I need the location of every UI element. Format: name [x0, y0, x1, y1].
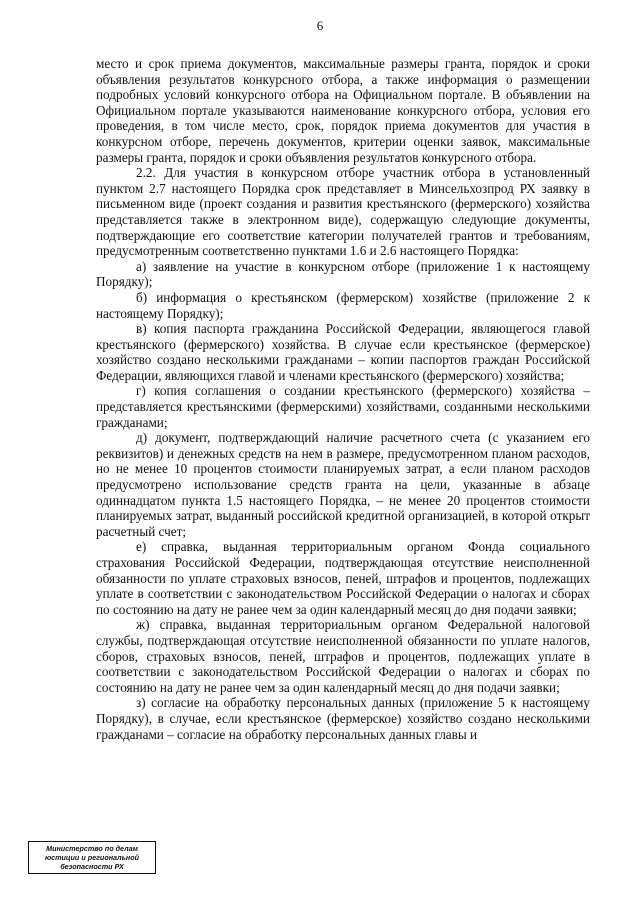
list-item-v: в) копия паспорта гражданина Российской Федерации, являющегося главой крестьянского (фермерского) хозяйства. В случае если крестьянское (фермерское) хозяйство создано несколькими гражданами – копии паспортов граждан Российской Федерации, являющихся главой и членами крестьянского (фермерского) хозяйства; — [96, 321, 590, 383]
paragraph-2-2: 2.2. Для участия в конкурсном отборе участник отбора в установленный пунктом 2.7 настоящего Порядка срок представляет в Минсельхозпрод РХ заявку в письменном виде (проект создания и развития крестьянского (фермерского) хозяйства представляется также в электронном виде), содержащую следующие документы, подтверждающие его соответствие категории получателей грантов и требованиям, предусмотренным соответственно пунктами 1.6 и 2.6 настоящего Порядка: — [96, 165, 590, 259]
stamp-line-3: безопасности РХ — [60, 862, 124, 871]
stamp-line-2: юстиции и региональной — [45, 853, 139, 862]
body-text — [96, 56, 590, 742]
list-item-z: з) согласие на обработку персональных данных (приложение 5 к настоящему Порядку), в случае, если крестьянское (фермерское) хозяйство создано несколькими гражданами – согласие на обработку персональных данных главы и — [96, 695, 590, 742]
list-item-e: е) справка, выданная территориальным органом Фонда социального страхования Российской Федерации, подтверждающая отсутствие неисполненной обязанности по уплате страховых взносов, пеней, штрафов и процентов, подлежащих уплате в соответствии с законодательством Российской Федерации о налогах и сборах по состоянию на дату не ранее чем за один календарный месяц до дня подачи заявки; — [96, 539, 590, 617]
paragraph-announcement: место и срок приема документов, максимальные размеры гранта, порядок и сроки объявления результатов конкурсного отбора, а также информация о размещении подробных условий конкурсного отбора на Официальном портале. В объявлении на Официальном портале указываются наименование конкурсного отбора, условия его проведения, в том числе место, срок, порядок приема документов для участия в конкурсном отборе, перечень документов, критерии оценки заявок, максимальные размеры гранта, порядок и сроки объявления результатов конкурсного отбора. — [96, 56, 590, 165]
list-item-a: а) заявление на участие в конкурсном отборе (приложение 1 к настоящему Порядку); — [96, 258, 590, 290]
list-item-d: д) документ, подтверждающий наличие расчетного счета (с указанием его реквизитов) и денежных средств на нем в размере, предусмотренном планом расходов, но не менее 10 процентов стоимости планируемых затрат, а если планом расходов предусмотрено использование средств гранта на цели, указанные в абзаце одиннадцатом пункта 1.5 настоящего Порядка, – не менее 20 процентов стоимости планируемых затрат, выданный российской кредитной организацией, в которой открыт расчетный счет; — [96, 430, 590, 539]
list-item-zh: ж) справка, выданная территориальным органом Федеральной налоговой службы, подтверждающая отсутствие неисполненной обязанности по уплате налогов, сборов, страховых взносов, пеней, штрафов и процентов, подлежащих уплате в соответствии с законодательством Российской Федерации о налогах и сборах по состоянию на дату не ранее чем за один календарный месяц до дня подачи заявки; — [96, 617, 590, 695]
ministry-stamp — [28, 841, 156, 874]
list-item-g: г) копия соглашения о создании крестьянского (фермерского) хозяйства – представляется крестьянскими (фермерскими) хозяйствами, созданными несколькими гражданами; — [96, 383, 590, 430]
stamp-line-1: Министерство по делам — [46, 844, 138, 853]
list-item-b: б) информация о крестьянском (фермерском) хозяйстве (приложение 2 к настоящему Порядку); — [96, 289, 590, 321]
page-number: 6 — [316, 18, 324, 33]
